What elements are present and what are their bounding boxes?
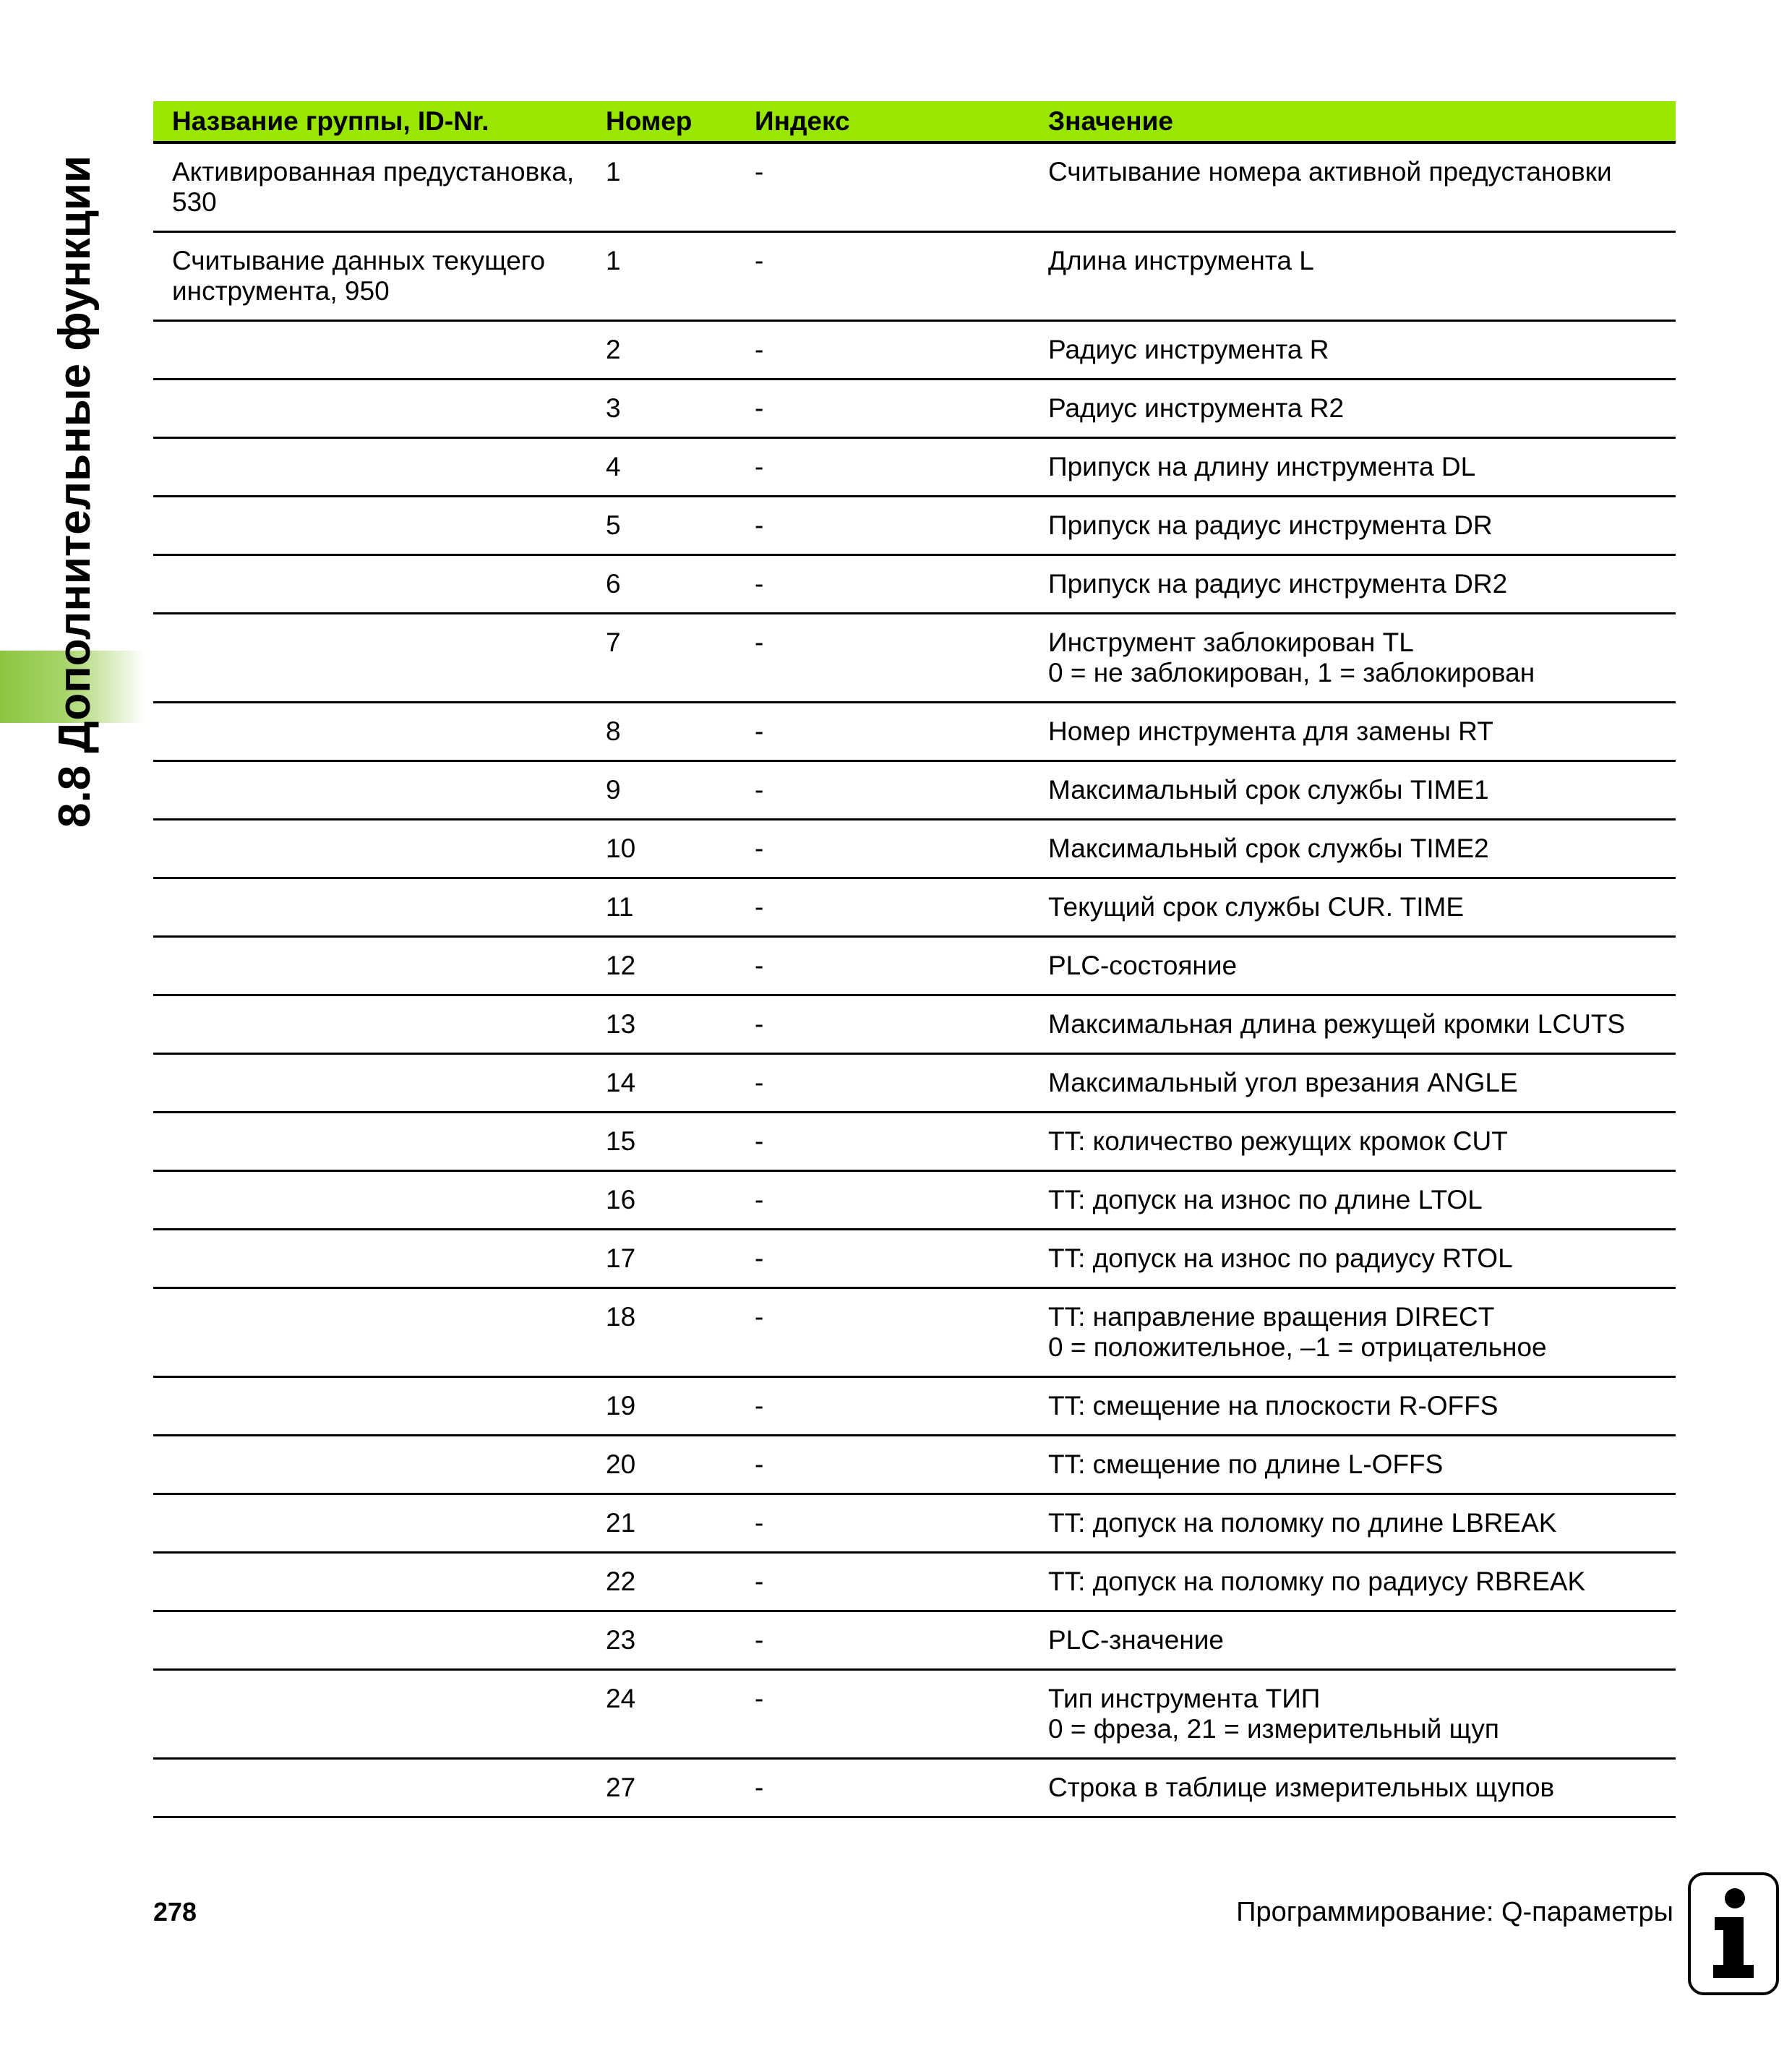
- cell-number: 1: [587, 142, 736, 232]
- cell-index: -: [736, 614, 1029, 703]
- cell-group: [153, 380, 587, 438]
- value-line: Припуск на радиус инструмента DR2: [1048, 569, 1508, 599]
- table-row: [153, 1288, 1676, 1377]
- cell-group: [153, 1611, 587, 1670]
- cell-group: [153, 321, 587, 380]
- cell-value: [1029, 820, 1676, 878]
- value-line: TT: допуск на поломку по длине LBREAK: [1048, 1508, 1557, 1538]
- cell-index: -: [736, 878, 1029, 937]
- cell-index: -: [736, 1670, 1029, 1759]
- cell-number: 10: [587, 820, 736, 878]
- table-row: [153, 1611, 1676, 1670]
- cell-number: 5: [587, 497, 736, 555]
- cell-index: -: [736, 380, 1029, 438]
- header-index: Индекс: [736, 101, 1029, 142]
- cell-value: [1029, 555, 1676, 614]
- header-number: Номер: [587, 101, 736, 142]
- cell-number: 24: [587, 1670, 736, 1759]
- cell-number: 11: [587, 878, 736, 937]
- table-row: [153, 380, 1676, 438]
- cell-index: -: [736, 232, 1029, 321]
- cell-value: [1029, 995, 1676, 1054]
- table-row: [153, 497, 1676, 555]
- value-line: Текущий срок службы CUR. TIME: [1048, 892, 1465, 922]
- cell-number: 6: [587, 555, 736, 614]
- value-line: Максимальный угол врезания ANGLE: [1048, 1068, 1518, 1097]
- cell-index: -: [736, 1113, 1029, 1171]
- cell-value: [1029, 1611, 1676, 1670]
- cell-group: [153, 937, 587, 995]
- table-row: [153, 1670, 1676, 1759]
- cell-index: -: [736, 497, 1029, 555]
- value-line: Номер инструмента для замены RT: [1048, 716, 1493, 746]
- cell-group: [153, 438, 587, 497]
- cell-number: 4: [587, 438, 736, 497]
- cell-group: [153, 820, 587, 878]
- table-row: [153, 438, 1676, 497]
- table-row: [153, 614, 1676, 703]
- chapter-title: Программирование: Q-параметры: [1236, 1897, 1673, 1927]
- table-row: [153, 703, 1676, 761]
- header-group: Название группы, ID-Nr.: [153, 101, 587, 142]
- cell-number: 22: [587, 1553, 736, 1611]
- table-row: [153, 937, 1676, 995]
- cell-value: [1029, 937, 1676, 995]
- cell-value: [1029, 1113, 1676, 1171]
- cell-value: [1029, 321, 1676, 380]
- value-line: Припуск на радиус инструмента DR: [1048, 510, 1493, 540]
- cell-index: -: [736, 1759, 1029, 1817]
- cell-number: 21: [587, 1494, 736, 1553]
- table-row: [153, 820, 1676, 878]
- table-row: [153, 555, 1676, 614]
- cell-value: [1029, 497, 1676, 555]
- cell-group: [153, 1171, 587, 1230]
- value-line: TT: количество режущих кромок CUT: [1048, 1126, 1508, 1156]
- cell-number: 23: [587, 1611, 736, 1670]
- value-line-2: 0 = не заблокирован, 1 = заблокирован: [1048, 658, 1535, 687]
- cell-index: -: [736, 937, 1029, 995]
- value-line: TT: допуск на поломку по радиусу RBREAK: [1048, 1567, 1586, 1596]
- cell-number: 17: [587, 1230, 736, 1288]
- cell-value: [1029, 1494, 1676, 1553]
- cell-index: -: [736, 995, 1029, 1054]
- cell-index: -: [736, 1611, 1029, 1670]
- cell-value: [1029, 1288, 1676, 1377]
- cell-group: [153, 995, 587, 1054]
- cell-group: [153, 497, 587, 555]
- value-line: TT: направление вращения DIRECT: [1048, 1302, 1495, 1332]
- table-row: [153, 1759, 1676, 1817]
- cell-group: [153, 1553, 587, 1611]
- table-row: [153, 761, 1676, 820]
- value-line: TT: смещение на плоскости R-OFFS: [1048, 1391, 1499, 1421]
- table-body: [153, 142, 1676, 1817]
- value-line-2: 0 = фреза, 21 = измерительный щуп: [1048, 1714, 1499, 1744]
- table-row: [153, 1113, 1676, 1171]
- value-line: TT: допуск на износ по радиусу RTOL: [1048, 1243, 1513, 1273]
- cell-number: 19: [587, 1377, 736, 1436]
- cell-value: [1029, 142, 1676, 232]
- table-row: [153, 878, 1676, 937]
- cell-value: [1029, 438, 1676, 497]
- parameter-table: [153, 101, 1676, 1818]
- value-line: Считывание номера активной предустановки: [1048, 157, 1612, 187]
- table-row: [153, 142, 1676, 232]
- table-row: [153, 1436, 1676, 1494]
- cell-group: [153, 761, 587, 820]
- cell-group: [153, 1230, 587, 1288]
- cell-group: Считывание данных текущего инструмента, 950: [153, 232, 587, 321]
- table-row: [153, 1494, 1676, 1553]
- cell-index: -: [736, 555, 1029, 614]
- cell-index: -: [736, 1377, 1029, 1436]
- table-row: [153, 1054, 1676, 1113]
- cell-group: [153, 1670, 587, 1759]
- page-number: 278: [153, 1897, 197, 1927]
- cell-index: -: [736, 438, 1029, 497]
- cell-group: [153, 703, 587, 761]
- cell-number: 8: [587, 703, 736, 761]
- cell-value: [1029, 703, 1676, 761]
- value-line: Максимальный срок службы TIME1: [1048, 775, 1489, 805]
- info-icon: [1688, 1872, 1779, 1995]
- cell-index: -: [736, 1230, 1029, 1288]
- cell-index: -: [736, 761, 1029, 820]
- cell-index: -: [736, 820, 1029, 878]
- value-line: PLC-состояние: [1048, 951, 1238, 980]
- cell-value: [1029, 761, 1676, 820]
- cell-index: -: [736, 1288, 1029, 1377]
- header-value: Значение: [1029, 101, 1676, 142]
- cell-value: [1029, 1171, 1676, 1230]
- table-row: [153, 1171, 1676, 1230]
- cell-value: [1029, 1553, 1676, 1611]
- cell-number: 9: [587, 761, 736, 820]
- cell-number: 20: [587, 1436, 736, 1494]
- cell-value: [1029, 380, 1676, 438]
- table-header-row: [153, 101, 1676, 142]
- table-row: [153, 995, 1676, 1054]
- cell-group: [153, 555, 587, 614]
- cell-value: [1029, 1377, 1676, 1436]
- cell-index: -: [736, 1054, 1029, 1113]
- cell-group: [153, 1494, 587, 1553]
- cell-number: 3: [587, 380, 736, 438]
- cell-group: [153, 1288, 587, 1377]
- cell-value: [1029, 878, 1676, 937]
- cell-group: [153, 1759, 587, 1817]
- value-line-2: 0 = положительное, –1 = отрицательное: [1048, 1332, 1547, 1362]
- value-line: Радиус инструмента R2: [1048, 393, 1345, 423]
- cell-group: [153, 1054, 587, 1113]
- cell-number: 13: [587, 995, 736, 1054]
- cell-index: -: [736, 1436, 1029, 1494]
- table-row: [153, 321, 1676, 380]
- value-line: PLC-значение: [1048, 1625, 1224, 1655]
- value-line: TT: допуск на износ по длине LTOL: [1048, 1185, 1483, 1214]
- cell-group: [153, 1113, 587, 1171]
- table-row: [153, 1377, 1676, 1436]
- cell-index: -: [736, 1494, 1029, 1553]
- cell-value: [1029, 1759, 1676, 1817]
- cell-value: [1029, 232, 1676, 321]
- cell-group: [153, 878, 587, 937]
- cell-value: [1029, 1670, 1676, 1759]
- table-row: [153, 232, 1676, 321]
- cell-group: [153, 1377, 587, 1436]
- cell-group: [153, 614, 587, 703]
- cell-number: 7: [587, 614, 736, 703]
- info-glyph: [1705, 1887, 1762, 1981]
- cell-index: -: [736, 1553, 1029, 1611]
- value-line: Максимальный срок службы TIME2: [1048, 834, 1489, 863]
- cell-value: [1029, 614, 1676, 703]
- cell-index: -: [736, 1171, 1029, 1230]
- cell-index: -: [736, 703, 1029, 761]
- cell-number: 27: [587, 1759, 736, 1817]
- table-row: [153, 1230, 1676, 1288]
- cell-number: 16: [587, 1171, 736, 1230]
- cell-number: 12: [587, 937, 736, 995]
- cell-index: -: [736, 142, 1029, 232]
- value-line: Радиус инструмента R: [1048, 335, 1329, 364]
- cell-value: [1029, 1436, 1676, 1494]
- value-line: Максимальная длина режущей кромки LCUTS: [1048, 1009, 1626, 1039]
- cell-number: 15: [587, 1113, 736, 1171]
- value-line: Инструмент заблокирован TL: [1048, 627, 1414, 657]
- cell-value: [1029, 1230, 1676, 1288]
- cell-group: Активированная предустановка, 530: [153, 142, 587, 232]
- cell-index: -: [736, 321, 1029, 380]
- cell-number: 1: [587, 232, 736, 321]
- value-line: Припуск на длину инструмента DL: [1048, 452, 1476, 481]
- cell-value: [1029, 1054, 1676, 1113]
- cell-group: [153, 1436, 587, 1494]
- cell-number: 2: [587, 321, 736, 380]
- table-row: [153, 1553, 1676, 1611]
- value-line: Строка в таблице измерительных щупов: [1048, 1773, 1555, 1802]
- section-title: 8.8 Дополнительные функции: [50, 155, 100, 828]
- cell-number: 14: [587, 1054, 736, 1113]
- value-line: TT: смещение по длине L-OFFS: [1048, 1449, 1444, 1479]
- value-line: Длина инструмента L: [1048, 246, 1314, 275]
- cell-number: 18: [587, 1288, 736, 1377]
- value-line: Тип инструмента ТИП: [1048, 1684, 1321, 1713]
